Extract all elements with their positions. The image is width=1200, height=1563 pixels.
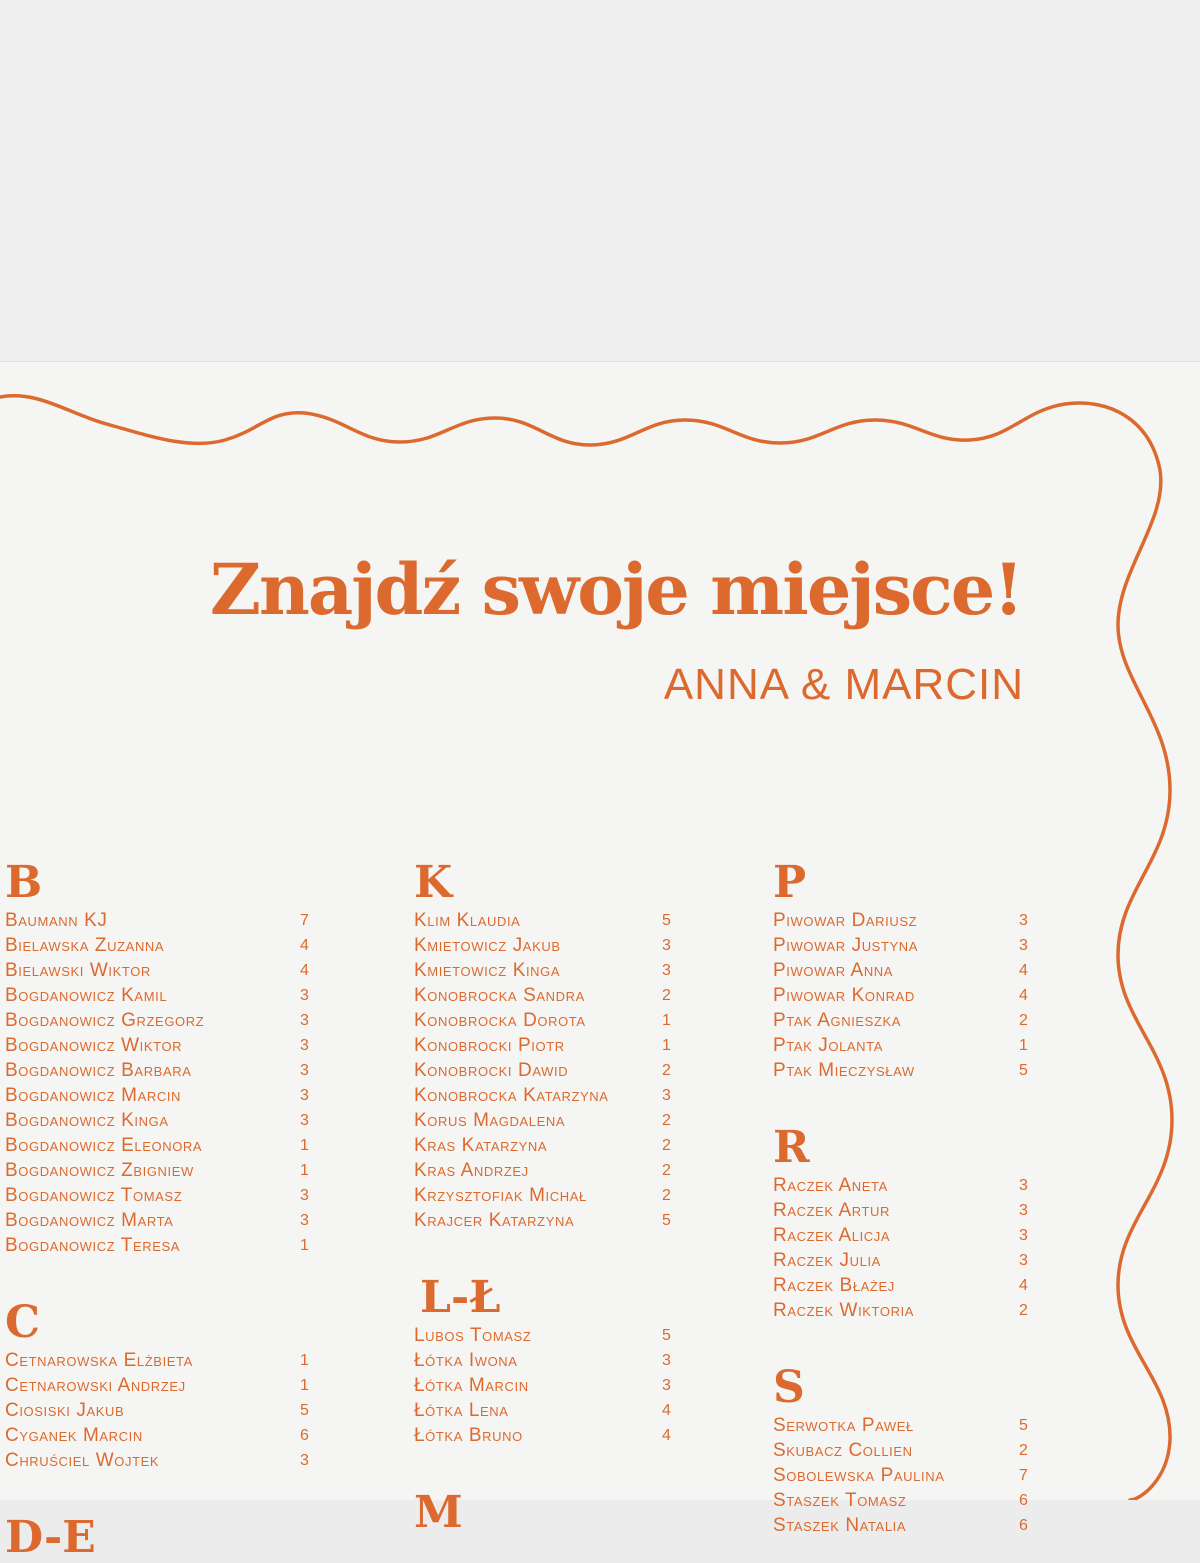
guest-name: Sobolewska Paulina <box>773 1465 945 1486</box>
section-letter: P <box>773 857 807 908</box>
guest-row <box>5 1058 317 1083</box>
table-number: 3 <box>300 1012 310 1029</box>
table-number: 3 <box>1019 912 1029 929</box>
table-number: 4 <box>1019 962 1029 979</box>
guest-row <box>414 1008 676 1033</box>
guest-column-3 <box>773 858 1033 1538</box>
section-letter: M <box>414 1487 463 1538</box>
guest-name: Łótka Iwona <box>414 1350 518 1371</box>
guest-row <box>414 1133 676 1158</box>
guest-name: Bogdanowicz Teresa <box>5 1235 181 1256</box>
guest-row <box>5 1348 317 1373</box>
guest-row <box>414 908 676 933</box>
table-number: 5 <box>1019 1417 1029 1434</box>
table-number: 2 <box>662 1062 672 1079</box>
guest-row <box>5 1083 317 1108</box>
table-number: 3 <box>662 1087 672 1104</box>
guest-row <box>773 1413 1033 1438</box>
guest-row <box>5 1423 317 1448</box>
table-number: 6 <box>1019 1517 1029 1534</box>
guest-row <box>414 1108 676 1133</box>
table-number: 7 <box>300 912 310 929</box>
table-number: 2 <box>662 1137 672 1154</box>
table-number: 1 <box>662 1012 672 1029</box>
table-number: 6 <box>300 1427 310 1444</box>
guest-name: Raczek Julia <box>773 1250 881 1271</box>
guest-row <box>5 1108 317 1133</box>
guest-name: Cyganek Marcin <box>5 1425 143 1446</box>
guest-name: Bogdanowicz Eleonora <box>5 1135 203 1156</box>
guest-name: Bogdanowicz Tomasz <box>5 1185 183 1206</box>
table-number: 3 <box>300 1087 310 1104</box>
guest-row <box>773 1513 1033 1538</box>
table-number: 4 <box>662 1402 672 1419</box>
guest-name: Bogdanowicz Marta <box>5 1210 174 1231</box>
guest-row <box>773 1298 1033 1323</box>
page-title: Znajdź swoje miejsce! <box>209 548 1022 631</box>
guest-name: Korus Magdalena <box>414 1110 566 1131</box>
table-number: 5 <box>662 1327 672 1344</box>
guest-name: Raczek Wiktoria <box>773 1300 915 1321</box>
guest-name: Piwowar Dariusz <box>773 910 918 931</box>
guest-row <box>773 958 1033 983</box>
table-number: 2 <box>1019 1012 1029 1029</box>
table-number: 3 <box>662 1352 672 1369</box>
guest-name: Bogdanowicz Zbigniew <box>5 1160 194 1181</box>
guest-name: Kmietowicz Kinga <box>414 960 561 981</box>
guest-row <box>773 933 1033 958</box>
section-letter: S <box>773 1362 805 1413</box>
guest-row <box>773 1198 1033 1223</box>
guest-row <box>773 1463 1033 1488</box>
section-letter: R <box>773 1122 810 1173</box>
guest-row <box>5 983 317 1008</box>
table-number: 3 <box>300 1112 310 1129</box>
table-number: 3 <box>662 962 672 979</box>
table-number: 1 <box>662 1037 672 1054</box>
section-gap <box>414 1233 676 1273</box>
guest-name: Baumann KJ <box>5 910 108 931</box>
guest-name: Krzysztofiak Michał <box>414 1185 587 1206</box>
guest-row <box>414 983 676 1008</box>
guest-name: Serwotka Paweł <box>773 1415 914 1436</box>
guest-row <box>773 1008 1033 1033</box>
guest-row <box>5 933 317 958</box>
table-number: 3 <box>662 937 672 954</box>
guest-row <box>773 1488 1033 1513</box>
guest-row <box>414 1058 676 1083</box>
guest-row <box>414 1183 676 1208</box>
section-letter: B <box>5 857 43 908</box>
table-number: 7 <box>1019 1467 1029 1484</box>
guest-row <box>773 1223 1033 1248</box>
guest-name: Konobrocka Dorota <box>414 1010 586 1031</box>
table-number: 3 <box>1019 1177 1029 1194</box>
table-number: 3 <box>300 1187 310 1204</box>
table-number: 2 <box>662 1162 672 1179</box>
table-number: 4 <box>300 937 310 954</box>
guest-name: Łótka Bruno <box>414 1425 523 1446</box>
guest-name: Konobrocki Piotr <box>414 1035 565 1056</box>
guest-row <box>414 1323 676 1348</box>
table-number: 3 <box>662 1377 672 1394</box>
table-number: 1 <box>300 1237 310 1254</box>
guest-name: Bogdanowicz Kamil <box>5 985 168 1006</box>
guest-name: Skubacz Collien <box>773 1440 913 1461</box>
table-number: 5 <box>1019 1062 1029 1079</box>
guest-name: Raczek Alicja <box>773 1225 891 1246</box>
guest-row <box>773 1033 1033 1058</box>
guest-row <box>5 1398 317 1423</box>
table-number: 6 <box>1019 1492 1029 1509</box>
guest-name: Kmietowicz Jakub <box>414 935 561 956</box>
section-gap <box>5 1473 317 1513</box>
guest-row <box>773 908 1033 933</box>
section-letter: K <box>414 857 453 908</box>
table-number: 3 <box>300 987 310 1004</box>
guest-name: Cetnarowski Andrzej <box>5 1375 186 1396</box>
table-number: 2 <box>1019 1442 1029 1459</box>
table-number: 3 <box>300 1452 310 1469</box>
guest-name: Piwowar Anna <box>773 960 894 981</box>
table-number: 1 <box>300 1377 310 1394</box>
guest-name: Piwowar Konrad <box>773 985 915 1006</box>
guest-name: Krajcer Katarzyna <box>414 1210 575 1231</box>
table-number: 5 <box>300 1402 310 1419</box>
table-number: 3 <box>300 1062 310 1079</box>
guest-name: Bogdanowicz Wiktor <box>5 1035 183 1056</box>
guest-name: Bielawski Wiktor <box>5 960 151 981</box>
table-number: 4 <box>662 1427 672 1444</box>
section-letter: C <box>5 1297 41 1348</box>
guest-row <box>5 1183 317 1208</box>
table-number: 3 <box>1019 1202 1029 1219</box>
table-number: 5 <box>662 912 672 929</box>
guest-name: Konobrocka Katarzyna <box>414 1085 609 1106</box>
guest-row <box>773 1273 1033 1298</box>
guest-row <box>773 983 1033 1008</box>
table-number: 3 <box>1019 1227 1029 1244</box>
table-number: 5 <box>662 1212 672 1229</box>
guest-row <box>5 958 317 983</box>
guest-row <box>773 1173 1033 1198</box>
table-number: 4 <box>300 962 310 979</box>
guest-row <box>5 1133 317 1158</box>
section-gap <box>414 1448 676 1488</box>
guest-name: Staszek Natalia <box>773 1515 907 1536</box>
guest-row <box>414 1158 676 1183</box>
guest-row <box>414 933 676 958</box>
guest-row <box>414 1373 676 1398</box>
couple-names: ANNA & MARCIN <box>663 660 1024 709</box>
guest-name: Cetnarowska Elżbieta <box>5 1350 193 1371</box>
section-letter: L-Ł <box>420 1272 501 1323</box>
guest-row <box>773 1248 1033 1273</box>
guest-name: Chruściel Wojtek <box>5 1450 160 1471</box>
table-number: 2 <box>1019 1302 1029 1319</box>
guest-name: Raczek Aneta <box>773 1175 888 1196</box>
section-letter: D-E <box>5 1512 96 1563</box>
guest-row <box>5 1373 317 1398</box>
guest-name: Konobrocki Dawid <box>414 1060 569 1081</box>
guest-name: Kras Andrzej <box>414 1160 529 1181</box>
guest-row <box>773 1058 1033 1083</box>
guest-column-1 <box>5 858 317 1563</box>
guest-name: Raczek Artur <box>773 1200 891 1221</box>
guest-row <box>5 1008 317 1033</box>
table-number: 2 <box>662 1187 672 1204</box>
guest-name: Ptak Agnieszka <box>773 1010 902 1031</box>
table-number: 1 <box>300 1162 310 1179</box>
guest-row <box>414 1208 676 1233</box>
guest-row <box>414 1348 676 1373</box>
guest-name: Raczek Błażej <box>773 1275 895 1296</box>
guest-name: Kras Katarzyna <box>414 1135 548 1156</box>
guest-row <box>5 1158 317 1183</box>
guest-name: Bogdanowicz Barbara <box>5 1060 192 1081</box>
section-gap <box>773 1083 1033 1123</box>
guest-name: Lubos Tomasz <box>414 1325 532 1346</box>
table-number: 3 <box>300 1212 310 1229</box>
guest-name: Łótka Marcin <box>414 1375 529 1396</box>
guest-name: Bogdanowicz Marcin <box>5 1085 182 1106</box>
section-gap <box>773 1323 1033 1363</box>
section-gap <box>5 1258 317 1298</box>
guest-name: Ptak Jolanta <box>773 1035 884 1056</box>
guest-row <box>414 958 676 983</box>
guest-name: Ptak Mieczysław <box>773 1060 915 1081</box>
guest-name: Łótka Lena <box>414 1400 509 1421</box>
guest-name: Bogdanowicz Kinga <box>5 1110 169 1131</box>
guest-row <box>5 908 317 933</box>
table-number: 4 <box>1019 987 1029 1004</box>
guest-name: Klim Klaudia <box>414 910 521 931</box>
table-number: 2 <box>662 987 672 1004</box>
guest-name: Bogdanowicz Grzegorz <box>5 1010 205 1031</box>
guest-name: Staszek Tomasz <box>773 1490 907 1511</box>
guest-name: Konobrocka Sandra <box>414 985 585 1006</box>
guest-row <box>414 1398 676 1423</box>
guest-row <box>414 1423 676 1448</box>
guest-name: Piwowar Justyna <box>773 935 919 956</box>
table-number: 3 <box>300 1037 310 1054</box>
table-number: 1 <box>300 1137 310 1154</box>
guest-row <box>5 1233 317 1258</box>
table-number: 3 <box>1019 937 1029 954</box>
guest-row <box>5 1033 317 1058</box>
table-number: 4 <box>1019 1277 1029 1294</box>
guest-row <box>5 1208 317 1233</box>
guest-name: Bielawska Zuzanna <box>5 935 165 956</box>
table-number: 1 <box>1019 1037 1029 1054</box>
table-number: 1 <box>300 1352 310 1369</box>
table-number: 2 <box>662 1112 672 1129</box>
guest-row <box>773 1438 1033 1463</box>
guest-column-2 <box>414 858 676 1538</box>
guest-row <box>414 1083 676 1108</box>
guest-row <box>5 1448 317 1473</box>
table-number: 3 <box>1019 1252 1029 1269</box>
guest-row <box>414 1033 676 1058</box>
guest-name: Ciosiski Jakub <box>5 1400 125 1421</box>
